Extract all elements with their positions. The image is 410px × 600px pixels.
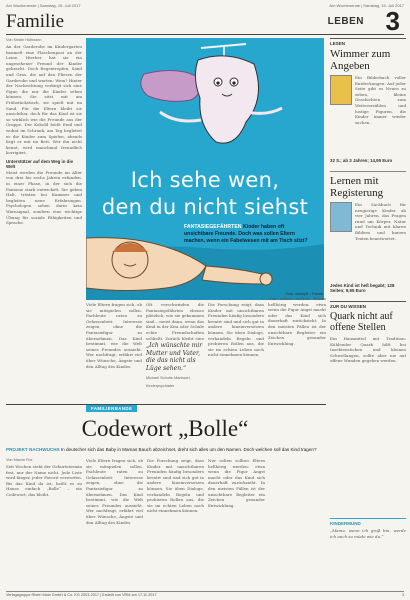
article-text-col5: Nur selten sollten Eltern hellhörig werden: etwa wenn die Figur Angst macht oder das Kind sich dauerhaft zurückzieht. In den meisten Fällen ist der unsichtbare Begleiter ein Zeichen gesunder Entwicklung.: [268, 296, 326, 346]
second-headline: Codewort „Bolle“: [81, 416, 249, 441]
rubric-label: FAMILIENBANDE: [86, 405, 137, 412]
dek-text: Kinder haben oft unsichtbare Freunde. Doch was sollen Eltern machen, wenn ein Fabelwesen mit am Tisch sitzt?: [184, 224, 308, 244]
footer-imprint: Verlagsgruppe Rhein Main GmbH & Co. KG 2003-2017 | Erstellt von VRM am 17.11.2017: [6, 593, 157, 597]
footer-page: 3: [401, 593, 404, 597]
sidebar-text-1: Ein Bilderbuch voller Entdeckungen: Auf jeder Seite gibt es Neues zu sehen, kleine Geschichten zum Weitererzählen und lustige Figuren, die Kinder immer wieder suchen.: [355, 75, 406, 125]
page-footer: [6, 591, 404, 597]
second-article-body: Viele Eltern fragen sich, ob sie mitspielen sollen. Fachleute raten zu Gelassenheit: Interesse zeigen, ohne die Fantasiefigur zu übernehmen. Das Kind bestimmt, wie die Welt seines Freundes aussieht. Wer nachfragt, erfährt viel über Wünsche, Ängste und den Alltag des Kindes.: [86, 458, 143, 525]
second-article-text: Seit Wochen steht der Geburtstermin fest, nur der Name nicht. Jede Liste wird länger, jeder Favorit verworfen. Bis das Kind da ist, heißt es zu Hause einfach „Bolle“ – ein Codewort, das bleibt.: [6, 464, 82, 497]
article-text: An der Garderobe im Kindergarten baumelt eine Flaschenpost an der Leine. Hierher hat sie ein ungesehener Freund der Kinder gebracht. Doch Regentropfen, Sand und Gras, die auf den Fliesen der Garderobe und warten: Wem? Hinter der Nachrichtung verbirgt sich eine Figur, die nur die Kinder sehen können. Sie sitzt mit am Frühstückstisch, sie spielt mit im Sand. Für die Eltern bleibt sie unsichtbar, doch für das Kind ist sie so wirklich wie die Freunde aus der Gruppe. Der Kobold heißt Emil und wohnt im Schrank, am Tag begleitet er die Kinder zum Spielen, abends liegt er mit im Bett. Wer ihn nicht kennt, wird manchmal freundlich korrigiert.: [6, 44, 82, 156]
sidebar-item-1: [330, 75, 406, 155]
section-title: Familie: [6, 11, 65, 32]
second-deck: [6, 447, 326, 452]
sidebar-text-3: Ein Hausmittel mit Tradition: Kühlender Quark hilft bei Insektenstichen und kleinen Schwellungen, sollte aber nie auf offene Wunden gegeben werden.: [330, 336, 406, 364]
paper-info-right: Am Wochenende | Samstag, 15. Juli 2017: [329, 3, 404, 8]
second-article-columns: [86, 458, 326, 584]
second-byline: Von Marvin Flor: [6, 458, 33, 462]
left-column: [6, 38, 82, 400]
article-text-col2: Viele Eltern fragen sich, ob sie mitspielen sollen. Fachleute raten zu Gelassenheit: Interesse zeigen, ohne die Fantasiefigur zu übernehmen. Das Kind bestimmt, wie die Welt seines Freundes aussieht. Wer nachfragt, erfährt viel über Wünsche, Ängste und den Alltag des Kindes.: [86, 302, 142, 369]
sidebar-info-1: 32 S.; ab 3 Jahren; 14,95 Euro: [330, 158, 393, 163]
article-text-2: Meist werden die Freunde im Alter von drei bis sechs Jahren erfunden, in einer Phase, in der sich die Fantasie stark entwickelt. Sie geben Halt, trösten bei Kummer und begleiten neue Erfahrungen. Psychologen sehen darin kein Warnsignal, sondern eine wichtige Übung für soziale Fähigkeiten und Sprache.: [6, 169, 82, 226]
byline: Von Kristin Hültmann: [6, 38, 42, 42]
article-column-4: [208, 302, 264, 402]
headline-line-2: den du nicht siehst: [101, 195, 309, 219]
article-text-col4: Die Forschung zeigt, dass Kinder mit unsichtbaren Freunden häufig besonders kreativ sind und sich gut in andere hineinversetzen können. Sie üben Dialoge, verhandeln Regeln und probieren Rollen aus, die sie im echten Leben noch nicht einnehmen können.: [208, 302, 264, 358]
photo-credit: Foto: sedulyB – Fotolia: [286, 292, 323, 296]
pull-quote-source: Michael Schulte-Markwort, Kinderpsychiater: [146, 376, 191, 388]
article-column-3: [146, 302, 204, 340]
dek: [184, 224, 310, 245]
paper-info-left: Am Wochenende | Samstag, 15. Juli 2017: [6, 3, 81, 8]
pull-quote-text: „Ich wünschte mir Mutter und Vater, die das nicht als Lüge sehen.“: [146, 342, 203, 372]
kindermund-kicker: KINDERMUND: [330, 521, 361, 526]
illustration: [86, 38, 324, 300]
section-divider: [6, 404, 326, 405]
sidebar-kicker-lesen: LESEN: [330, 38, 406, 46]
section-label: LEBEN: [327, 16, 364, 27]
sidebar-info-2: Jedes Kind ist heß begabt; 128 Seiten; 9,95 Euro: [330, 283, 395, 293]
article-column-5: [268, 296, 326, 402]
header-rule: [6, 34, 404, 35]
article-column-2: [86, 302, 142, 402]
article-text-col3: Oft verschwinden die Fantasiegefährten ebenso plötzlich, wie sie gekommen sind – meist dann, wenn das Kind in der Kita oder Schule echte Freundschaften schließt. Zurück bleibt eine: [146, 302, 204, 340]
book-cover-thumbnail-2: [330, 202, 352, 232]
pull-quote: [146, 342, 204, 391]
sidebar-item-2: [330, 202, 406, 280]
sidebar-title-3: Quark nicht auf offene Stellen: [330, 311, 393, 333]
second-article-body-3: Nur selten sollten Eltern hellhörig werden: etwa wenn die Figur Angst macht oder das Kind sich dauerhaft zurückzieht. In den meisten Fällen ist der unsichtbare Begleiter ein Zeichen gesunder Entwicklung.: [208, 458, 265, 508]
second-deck-text: In deutscher sich das Baby in Mamas Bauch abzeichnet, dreht sich alles um den Namen. Doch welchen soll das Kind tragen?: [60, 447, 317, 452]
sidebar-title-1: Wimmer zum Angeben: [330, 48, 391, 72]
page-number: 3: [385, 6, 400, 36]
sidebar-text-2: Ein Sachbuch für neugierige Kinder ab vier Jahren, das Fragen rund um Körper, Natur und Technik mit klaren Bildern und kurzen Texten beantwortet.: [355, 202, 406, 241]
sidebar-kicker-wissen: ZUR DU WISSEN: [330, 301, 406, 309]
kindermund-quote: „Mama, wenn ich groß bin, werde ich auch so müde wie du.“: [330, 528, 406, 539]
second-article-column-1: [6, 458, 82, 584]
top-line: [6, 3, 404, 8]
second-article-body-2: Die Forschung zeigt, dass Kinder mit unsichtbaren Freunden häufig besonders kreativ sind und sich gut in andere hineinversetzen können. Sie üben Dialoge, verhandeln Regeln und probieren Rollen aus, die sie im echten Leben noch nicht einnehmen können.: [147, 458, 204, 514]
second-deck-kicker: PROJEKT NACHWUCHS: [6, 447, 60, 452]
sidebar: [330, 38, 406, 584]
sidebar-title-2: Lernen mit Registerung: [330, 171, 406, 199]
kindermund-box: [330, 518, 406, 578]
sub-heading: Unterstützer auf dem Weg in die Welt: [6, 158, 74, 169]
book-cover-thumbnail: [330, 75, 352, 105]
headline-line-1: Ich sehe wen,: [130, 168, 280, 192]
dek-kicker: FANTASIEGEFÄHRTEN: [184, 224, 242, 230]
